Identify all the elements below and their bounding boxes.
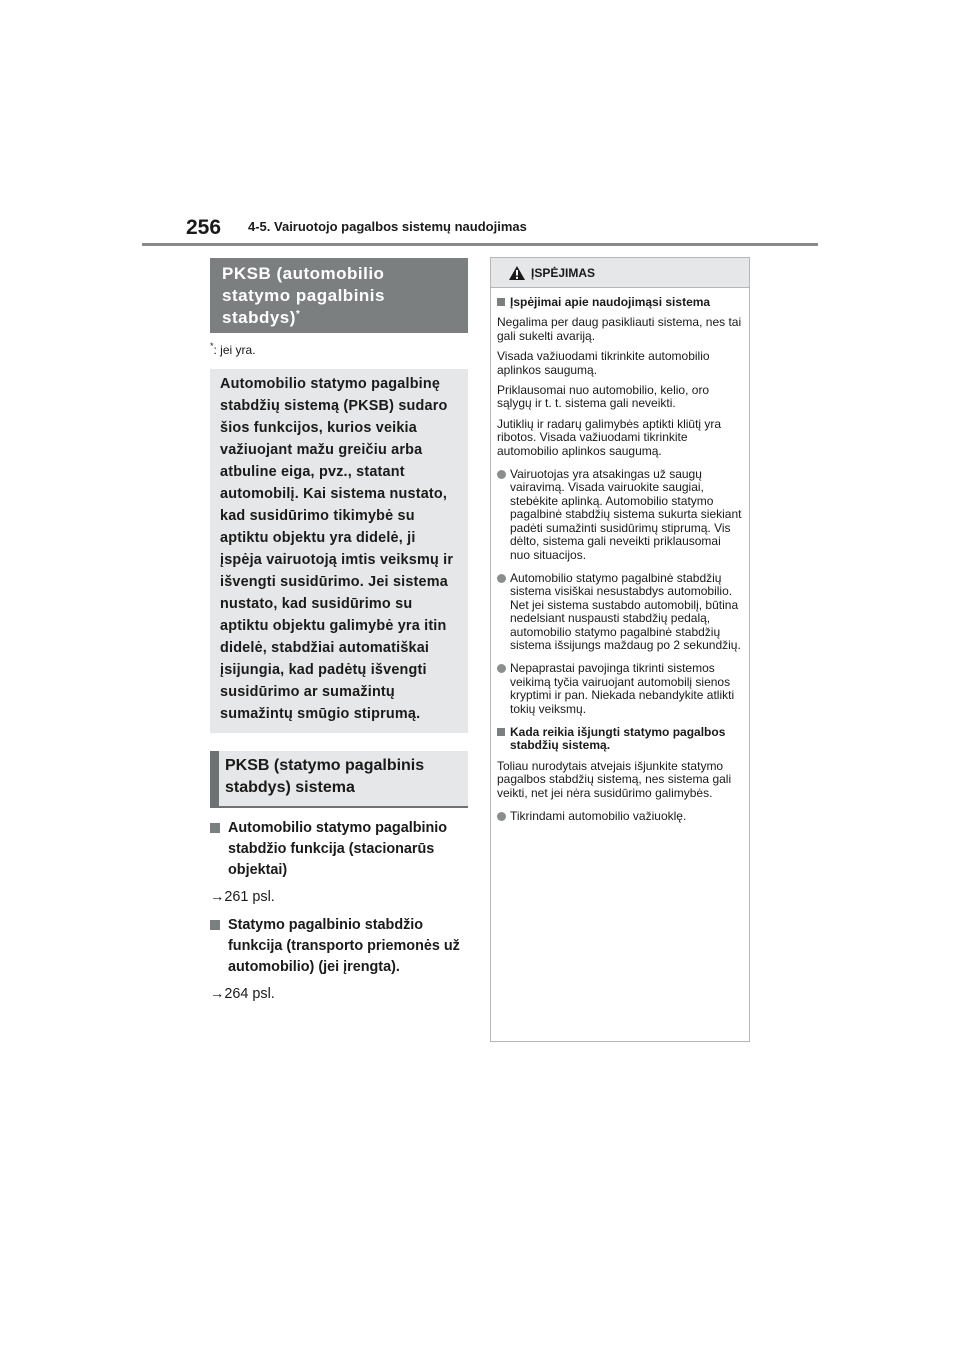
warning-paragraph: Priklausomai nuo automobilio, kelio, oro sąlygų ir t. t. sistema gali neveikti. <box>497 383 710 411</box>
footnote: *: jei yra. <box>210 341 256 357</box>
warning-triangle-icon <box>509 266 525 280</box>
page-reference: →261 psl. <box>210 889 275 905</box>
square-bullet-icon <box>210 920 220 930</box>
warning-bullet: Nepaprastai pavojinga tikrinti sistemos veikimą tyčia vairuojant automobilį sienos kryptimi ir pan. Niekada nebandykite atlikti tokių veiksmų. <box>497 662 743 716</box>
warning-body <box>491 288 749 823</box>
square-bullet-icon <box>497 728 505 736</box>
page-number: 256 <box>186 216 222 239</box>
section-title: 4-5. Vairuotojo pagalbos sistemų naudojimas <box>248 219 527 234</box>
warning-bullet: Automobilio statymo pagalbinė stabdžių sistema visiškai nesustabdys automobilio. Net jei sistema sustabdo automobilį, būtina nedelsiant nuspausti stabdžių pedalą, automobilio statymo pagalbinė stabdžių sistema išsijungs maždaug po 2 sekundžių. <box>497 572 743 652</box>
left-column <box>210 258 468 1010</box>
heading-pksb: PKSB (automobilio statymo pagalbinis stabdys)* <box>210 258 468 333</box>
warning-paragraph: Visada važiuodami tikrinkite automobilio aplinkos saugumą. <box>497 349 710 377</box>
square-bullet-icon <box>497 298 505 306</box>
warning-subheading: Kada reikia išjungti statymo pagalbos stabdžių sistemą. <box>497 726 743 753</box>
warning-header <box>491 258 749 288</box>
item-heading-stationary: Automobilio statymo pagalbinio stabdžio funkcija (stacionarūs objektai) <box>210 818 468 881</box>
page-reference: →264 psl. <box>210 986 275 1002</box>
warning-title: ĮSPĖJIMAS <box>531 265 596 280</box>
heading-pksb-system: PKSB (statymo pagalbinis stabdys) sistema <box>210 751 468 808</box>
circle-bullet-icon <box>497 812 506 821</box>
warning-paragraph: Jutiklių ir radarų galimybės aptikti kliūtį yra ribotos. Visada važiuodami tikrinkite automobilio aplinkos saugumą. <box>497 416 722 458</box>
intro-text: Automobilio statymo pagalbinę stabdžių sistemą (PKSB) sudaro šios funkcijos, kurios veikia važiuojant mažu greičiu arba atbuline eiga, pvz., statant automobilį. Kai sistema nustato, kad susidūrimo tikimybė su aptiktu objektu yra didelė, ji įspėja vairuotoją imtis veiksmų ir išvengti susidūrimo. Jei sistema nustato, kad susidūrimo su aptiktu objektu galimybė yra itin didelė, stabdžiai automatiškai įsijungia, kad padėtų išvengti susidūrimo ar sumažintų sumažintų smūgio stiprumą. <box>210 369 468 733</box>
circle-bullet-icon <box>497 470 506 479</box>
warning-subheading: Įspėjimai apie naudojimąsi sistema <box>497 296 743 309</box>
warning-box <box>490 257 750 1042</box>
square-bullet-icon <box>210 823 220 833</box>
circle-bullet-icon <box>497 574 506 583</box>
warning-bullet: Tikrindami automobilio važiuoklę. <box>497 810 743 823</box>
circle-bullet-icon <box>497 664 506 673</box>
warning-paragraph: Toliau nurodytais atvejais išjunkite statymo pagalbos stabdžių sistemą, nes sistema gali veikti, net jei nėra susidūrimo galimybės. <box>497 758 732 800</box>
header-rule <box>142 243 818 246</box>
item-heading-vehicles: Statymo pagalbinio stabdžio funkcija (transporto priemonės už automobilio) (jei įrengta). <box>210 915 468 978</box>
footnote-marker: * <box>295 309 301 320</box>
warning-bullet: Vairuotojas yra atsakingas už saugų vairavimą. Visada vairuokite saugiai, stebėkite aplinką. Automobilio statymo pagalbinė stabdžių sistema sukurta siekiant padėti sumažinti susidūrimų stiprumą. Vis dėlto, sistema gali neveikti priklausomai nuo situacijos. <box>497 468 743 562</box>
warning-paragraph: Negalima per daug pasikliauti sistema, nes tai gali sukelti avariją. <box>497 315 742 343</box>
